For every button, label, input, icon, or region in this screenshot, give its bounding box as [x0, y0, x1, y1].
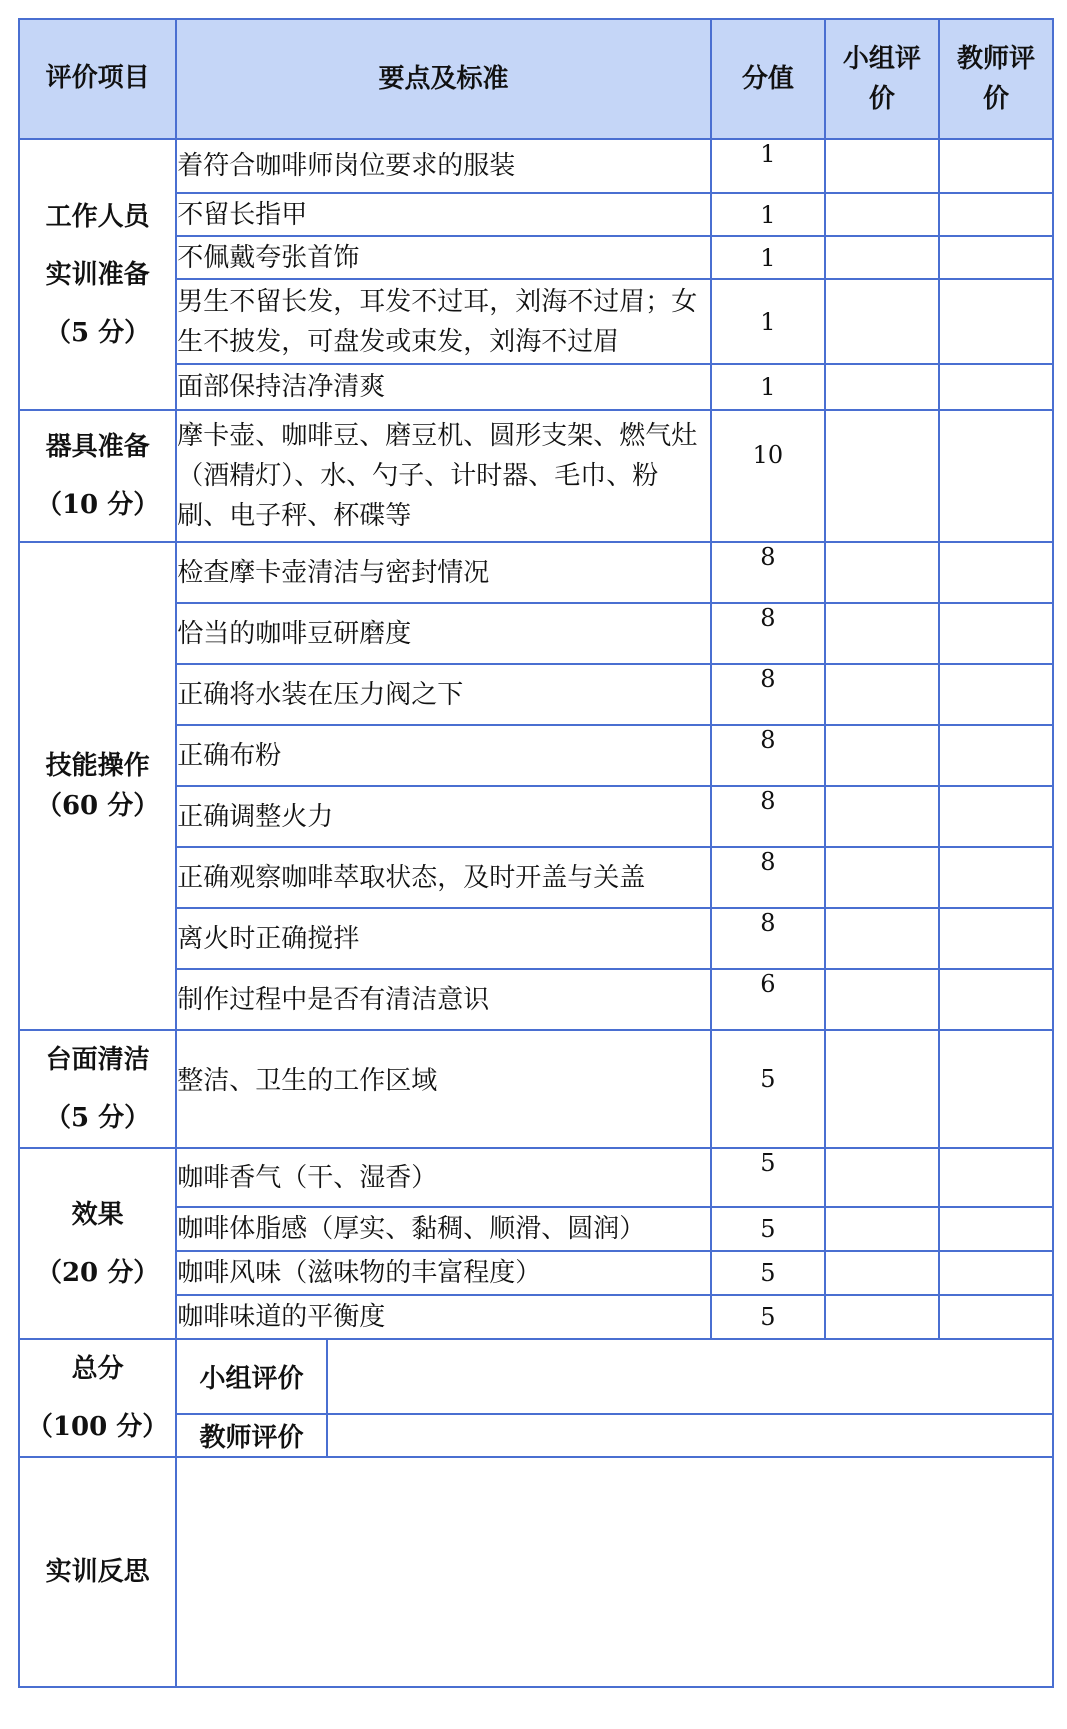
teacher-score-cell[interactable] — [939, 603, 1053, 664]
teacher-score-cell[interactable] — [939, 1295, 1053, 1339]
teacher-score-cell[interactable] — [939, 969, 1053, 1030]
header-score: 分值 — [711, 19, 825, 139]
teacher-score-cell[interactable] — [939, 139, 1053, 193]
criterion-text: 正确布粉 — [176, 725, 711, 786]
teacher-score-cell[interactable] — [939, 1148, 1053, 1207]
group-score-cell[interactable] — [825, 786, 939, 847]
teacher-score-cell[interactable] — [939, 664, 1053, 725]
header-group-eval: 小组评价 — [825, 19, 939, 139]
teacher-score-cell[interactable] — [939, 786, 1053, 847]
score-value: 5 — [711, 1030, 825, 1148]
total-group-label: 小组评价 — [176, 1339, 327, 1414]
total-teacher-label: 教师评价 — [176, 1414, 327, 1457]
score-value: 1 — [711, 236, 825, 279]
criterion-text: 检查摩卡壶清洁与密封情况 — [176, 542, 711, 603]
score-value: 1 — [711, 364, 825, 410]
group-score-cell[interactable] — [825, 1295, 939, 1339]
criterion-text: 离火时正确搅拌 — [176, 908, 711, 969]
score-value: 1 — [711, 139, 825, 193]
reflection-label: 实训反思 — [19, 1457, 176, 1687]
category-staff-prep: 工作人员 实训准备 （5 分） — [19, 139, 176, 410]
score-value: 8 — [711, 847, 825, 908]
group-score-cell[interactable] — [825, 969, 939, 1030]
teacher-score-cell[interactable] — [939, 236, 1053, 279]
criterion-text: 正确将水装在压力阀之下 — [176, 664, 711, 725]
teacher-score-cell[interactable] — [939, 847, 1053, 908]
score-value: 8 — [711, 908, 825, 969]
criterion-text: 咖啡香气（干、湿香） — [176, 1148, 711, 1207]
category-counter-cleaning: 台面清洁 （5 分） — [19, 1030, 176, 1148]
score-value: 8 — [711, 603, 825, 664]
group-score-cell[interactable] — [825, 364, 939, 410]
teacher-score-cell[interactable] — [939, 364, 1053, 410]
group-score-cell[interactable] — [825, 603, 939, 664]
score-value: 8 — [711, 664, 825, 725]
criterion-text: 恰当的咖啡豆研磨度 — [176, 603, 711, 664]
table-row — [19, 1030, 1053, 1148]
group-score-cell[interactable] — [825, 908, 939, 969]
criterion-text: 摩卡壶、咖啡豆、磨豆机、圆形支架、燃气灶（酒精灯）、水、勺子、计时器、毛巾、粉刷、电子秤、杯碟等 — [176, 410, 711, 542]
group-score-cell[interactable] — [825, 847, 939, 908]
score-value: 5 — [711, 1251, 825, 1295]
teacher-score-cell[interactable] — [939, 542, 1053, 603]
score-value: 8 — [711, 542, 825, 603]
category-equipment-prep: 器具准备 （10 分） — [19, 410, 176, 542]
group-score-cell[interactable] — [825, 725, 939, 786]
criterion-text: 咖啡风味（滋味物的丰富程度） — [176, 1251, 711, 1295]
reflection-row — [19, 1457, 1053, 1687]
teacher-score-cell[interactable] — [939, 193, 1053, 236]
criterion-text: 男生不留长发，耳发不过耳，刘海不过眉；女生不披发，可盘发或束发，刘海不过眉 — [176, 279, 711, 364]
group-score-cell[interactable] — [825, 1251, 939, 1295]
group-score-cell[interactable] — [825, 193, 939, 236]
teacher-score-cell[interactable] — [939, 1251, 1053, 1295]
score-value: 5 — [711, 1148, 825, 1207]
evaluation-table — [18, 18, 1054, 1688]
header-item: 评价项目 — [19, 19, 176, 139]
criterion-text: 正确观察咖啡萃取状态，及时开盖与关盖 — [176, 847, 711, 908]
score-value: 8 — [711, 786, 825, 847]
group-score-cell[interactable] — [825, 1207, 939, 1251]
total-row-group — [19, 1339, 1053, 1414]
total-group-score-field[interactable] — [327, 1339, 1053, 1414]
group-score-cell[interactable] — [825, 1030, 939, 1148]
teacher-score-cell[interactable] — [939, 279, 1053, 364]
header-standard: 要点及标准 — [176, 19, 711, 139]
criterion-text: 整洁、卫生的工作区域 — [176, 1030, 711, 1148]
criterion-text: 不留长指甲 — [176, 193, 711, 236]
group-score-cell[interactable] — [825, 1148, 939, 1207]
teacher-score-cell[interactable] — [939, 1207, 1053, 1251]
category-total: 总分 （100 分） — [19, 1339, 176, 1457]
table-row — [19, 1148, 1053, 1207]
total-teacher-score-field[interactable] — [327, 1414, 1053, 1457]
category-result: 效果 （20 分） — [19, 1148, 176, 1339]
header-row — [19, 19, 1053, 139]
score-value: 8 — [711, 725, 825, 786]
criterion-text: 不佩戴夸张首饰 — [176, 236, 711, 279]
criterion-text: 咖啡味道的平衡度 — [176, 1295, 711, 1339]
group-score-cell[interactable] — [825, 279, 939, 364]
table-row — [19, 410, 1053, 542]
criterion-text: 制作过程中是否有清洁意识 — [176, 969, 711, 1030]
group-score-cell[interactable] — [825, 236, 939, 279]
table-row — [19, 542, 1053, 603]
group-score-cell[interactable] — [825, 410, 939, 542]
group-score-cell[interactable] — [825, 139, 939, 193]
teacher-score-cell[interactable] — [939, 410, 1053, 542]
score-value: 5 — [711, 1207, 825, 1251]
reflection-field[interactable] — [176, 1457, 1053, 1687]
score-value: 10 — [711, 410, 825, 542]
teacher-score-cell[interactable] — [939, 1030, 1053, 1148]
group-score-cell[interactable] — [825, 542, 939, 603]
criterion-text: 面部保持洁净清爽 — [176, 364, 711, 410]
teacher-score-cell[interactable] — [939, 725, 1053, 786]
score-value: 6 — [711, 969, 825, 1030]
criterion-text: 着符合咖啡师岗位要求的服装 — [176, 139, 711, 193]
score-value: 5 — [711, 1295, 825, 1339]
table-row — [19, 139, 1053, 193]
group-score-cell[interactable] — [825, 664, 939, 725]
criterion-text: 正确调整火力 — [176, 786, 711, 847]
score-value: 1 — [711, 279, 825, 364]
score-value: 1 — [711, 193, 825, 236]
header-teacher-eval: 教师评价 — [939, 19, 1053, 139]
category-skill-operation: 技能操作 （60 分） — [19, 542, 176, 1030]
criterion-text: 咖啡体脂感（厚实、黏稠、顺滑、圆润） — [176, 1207, 711, 1251]
teacher-score-cell[interactable] — [939, 908, 1053, 969]
